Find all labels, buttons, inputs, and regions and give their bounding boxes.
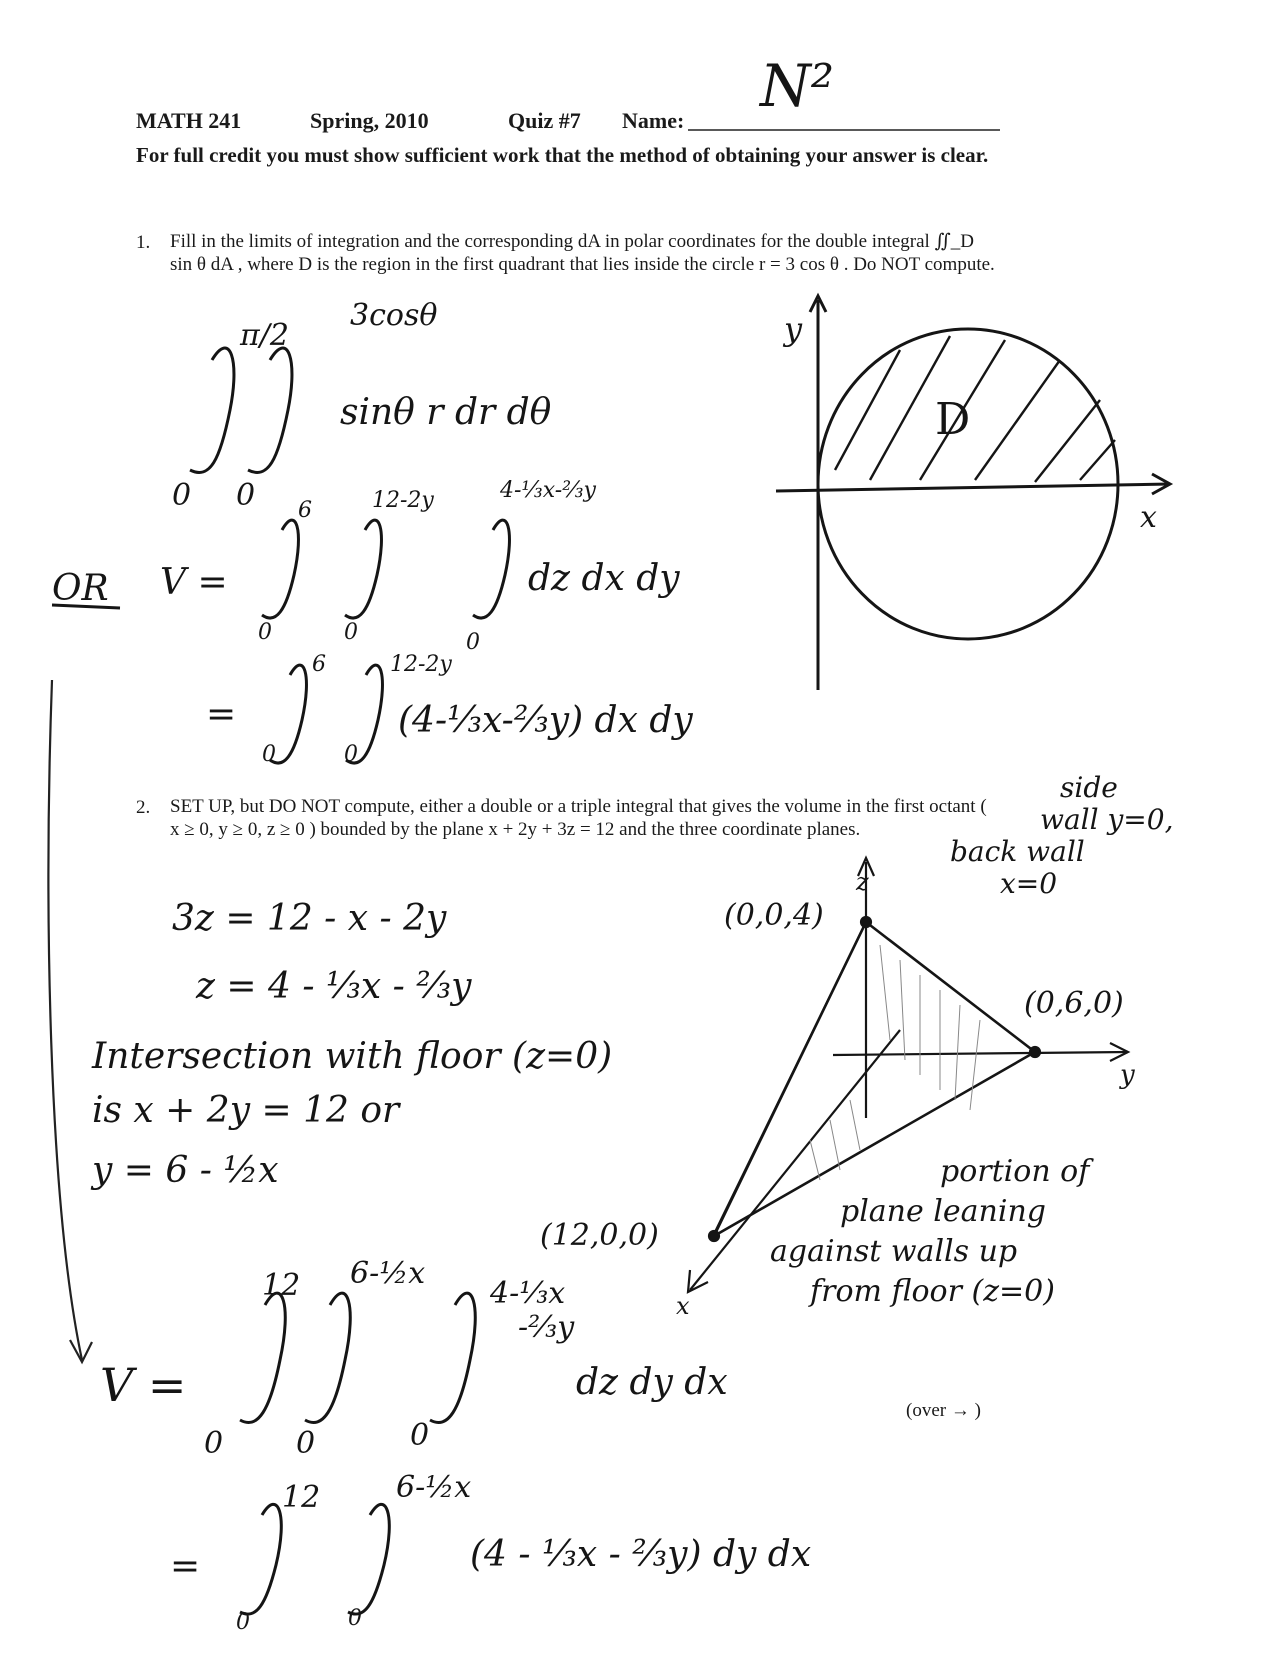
q1-outer-lower-limit: 0: [172, 478, 192, 513]
graph-y-label: y: [784, 310, 803, 348]
alt1-integrand: dz dx dy: [528, 558, 680, 599]
q2-ans2-int1: [240, 1504, 281, 1614]
side-note-line-1: side: [1060, 771, 1118, 804]
quiz-label: Quiz #7: [508, 108, 581, 133]
q2-ans1-lower-2: 0: [296, 1426, 316, 1461]
point-right-label: (0,6,0): [1024, 986, 1124, 1021]
q1-integrand: sinθ r dr dθ: [340, 392, 552, 433]
alt1-int2: [345, 520, 381, 618]
q2-ans2-integrand: (4 - ⅓x - ⅔y) dy dx: [470, 1534, 812, 1575]
alt1-upper-2: 12-2y: [372, 488, 434, 513]
q2-ans1-upper-2: 6-½x: [350, 1256, 426, 1291]
alt2-prefix: =: [206, 694, 237, 735]
q2-ans2-int2: [348, 1504, 389, 1614]
y-axis-label: y: [1120, 1060, 1135, 1090]
q2-work-line-4: is x + 2y = 12 or: [92, 1090, 400, 1131]
portion-note-line-3: against walls up: [770, 1234, 1018, 1269]
point-bottom: [709, 1231, 719, 1241]
q2-ans1-prefix: V =: [100, 1358, 187, 1412]
graph-region-label: D: [935, 394, 971, 445]
q2-ans2-upper-1: 12: [282, 1480, 321, 1515]
q2-ans1-upper-4: -⅔y: [518, 1310, 575, 1345]
q2-work-line-3: Intersection with floor (z=0): [92, 1036, 613, 1077]
alt1-int1: [262, 520, 298, 618]
name-label: Name:: [622, 108, 685, 133]
q2-ans1-lower-3: 0: [410, 1418, 430, 1453]
alt1-upper-1: 6: [298, 498, 312, 523]
graph-hatching: [835, 336, 1115, 482]
q1-outer-upper-limit: π/2: [240, 318, 289, 353]
alt2-lower-1: 0: [262, 742, 276, 767]
alt1-lower-1: 0: [258, 620, 272, 645]
alt2-lower-2: 0: [344, 742, 358, 767]
q2-ans2-prefix: =: [170, 1546, 201, 1587]
alt2-upper-2: 12-2y: [390, 652, 452, 677]
portion-note-line-1: portion of: [940, 1154, 1090, 1189]
q2-work-line-5: y = 6 - ½x: [92, 1150, 279, 1191]
q2-work-line-1: 3z = 12 - x - 2y: [172, 898, 447, 939]
alt1-lower-3: 0: [466, 630, 480, 655]
q2-ans1-upper-3: 4-⅓x: [490, 1276, 566, 1311]
q2-ans1-int1: [240, 1293, 285, 1422]
q2-ans2-lower-2: 0: [348, 1606, 362, 1631]
alt1-int3: [473, 520, 509, 618]
q2-ans1-lower-1: 0: [204, 1426, 224, 1461]
q2-ans1-upper-1: 12: [262, 1268, 301, 1303]
or-label: OR: [52, 568, 109, 609]
q2-ans1-int2: [305, 1293, 350, 1422]
q1-inner-upper-limit: 3cosθ: [350, 298, 438, 333]
point-top: [861, 917, 871, 927]
z-axis-label: z: [856, 868, 869, 896]
polar-region-graph: [776, 296, 1170, 690]
portion-note-line-2: plane leaning: [840, 1194, 1046, 1229]
side-note-line-3: back wall: [950, 835, 1085, 868]
q2-ans2-lower-1: 0: [236, 1610, 250, 1635]
q1-inner-lower-limit: 0: [236, 478, 256, 513]
y-axis: [833, 1052, 1128, 1055]
point-right: [1030, 1047, 1040, 1057]
over-note: (over → ): [906, 1400, 981, 1421]
alt2-upper-1: 6: [312, 652, 326, 677]
q2-text: SET UP, but DO NOT compute, either a double or a triple integral that gives the volume in the first octant ( x ≥ 0, y ≥ 0, z ≥ 0 ) bounded by the plane x + 2y + 3z = 12 and the three coordinate planes.: [170, 796, 987, 840]
side-note: [950, 771, 1174, 900]
portion-note-line-4: from floor (z=0): [810, 1274, 1055, 1309]
graph-circle: [818, 329, 1118, 639]
name-handwritten: N²: [760, 52, 835, 120]
instructions-text: For full credit you must show sufficient work that the method of obtaining your answer is clear.: [136, 143, 989, 167]
portion-note: [760, 1152, 1089, 1312]
course-label: MATH 241: [136, 108, 242, 133]
graph-x-label: x: [1140, 500, 1157, 535]
point-bottom-label: (12,0,0): [540, 1218, 659, 1253]
alt1-upper-3: 4-⅓x-⅔y: [500, 478, 596, 503]
side-note-line-4: x=0: [1000, 867, 1058, 900]
graph-x-axis: [776, 484, 1170, 491]
x-axis-label: x: [676, 1292, 690, 1320]
q1-int-outer: [190, 348, 234, 472]
q2-ans2-upper-2: 6-½x: [396, 1470, 472, 1505]
side-note-line-2: wall y=0,: [1040, 803, 1174, 836]
margin-arrow-line: [48, 680, 82, 1360]
alt2-integrand: (4-⅓x-⅔y) dx dy: [398, 700, 693, 741]
q2-ans1-int3: [430, 1293, 475, 1422]
q1-int-inner: [248, 348, 292, 472]
plane-shading: [810, 945, 980, 1180]
q1-text: Fill in the limits of integration and the corresponding dA in polar coordinates for the double integral ∬_D sin θ dA , where D is the region in the first quadrant that lies inside the circle r = 3 cos θ . Do NOT compute.: [170, 231, 995, 275]
q2-number: 2.: [136, 797, 151, 818]
point-top-label: (0,0,4): [724, 898, 824, 933]
alt1-lower-2: 0: [344, 620, 358, 645]
q2-ans1-integrand: dz dy dx: [576, 1362, 728, 1403]
q1-number: 1.: [136, 232, 151, 253]
alt1-prefix: V =: [160, 562, 228, 603]
term-label: Spring, 2010: [310, 108, 429, 133]
q2-work-line-2: z = 4 - ⅓x - ⅔y: [196, 966, 472, 1007]
